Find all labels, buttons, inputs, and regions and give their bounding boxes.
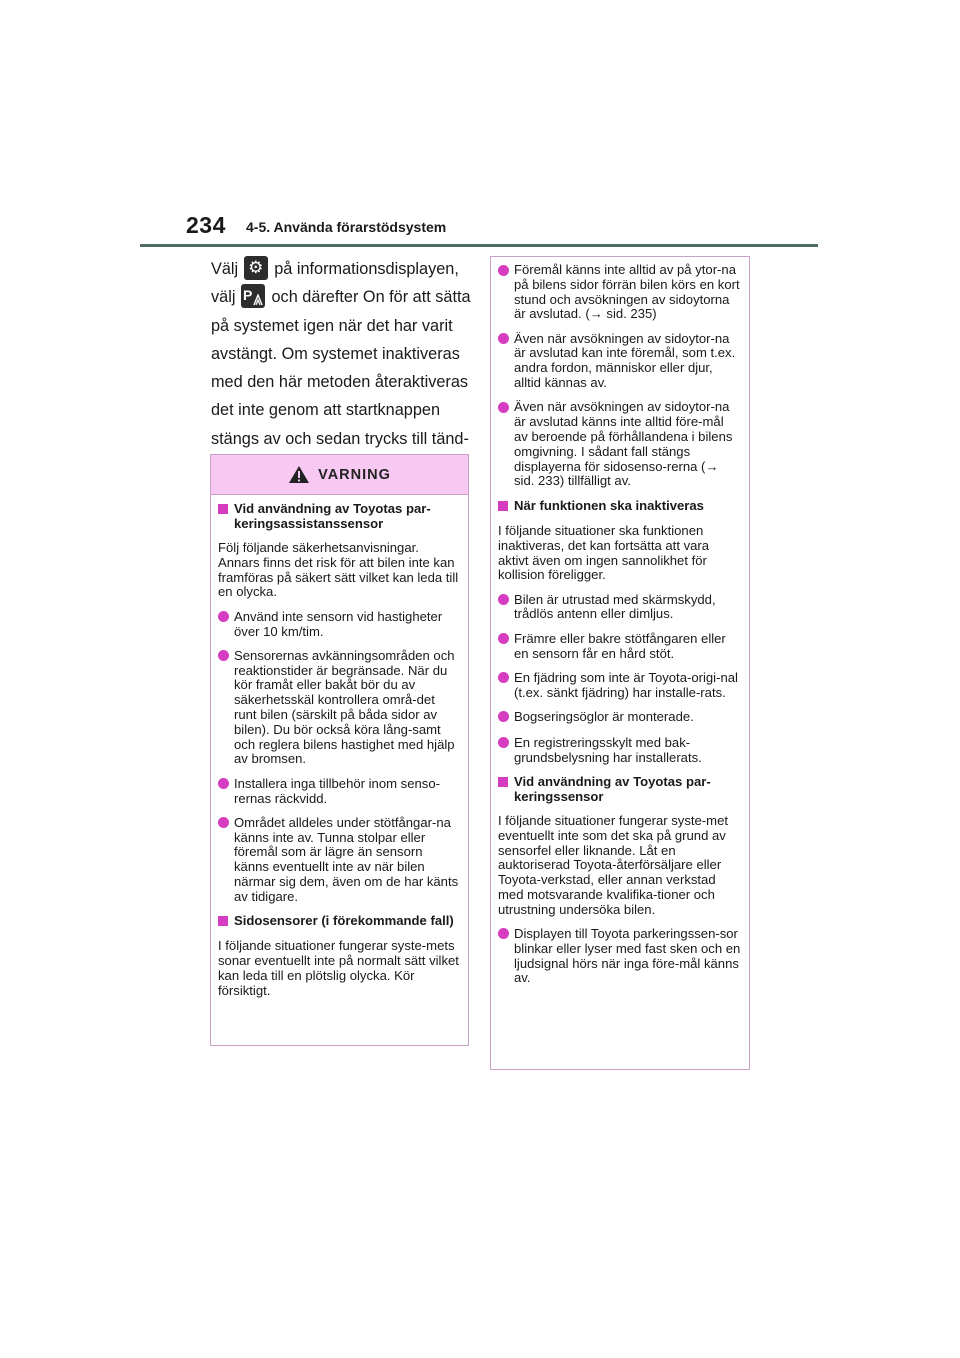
square-bullet-icon: [498, 775, 514, 805]
heading-text: När funktionen ska inaktiveras: [514, 497, 704, 513]
bullet-text: Området alldeles under stötfångar-na känns inte av. Tunna stolpar eller föremål som är lägre än sensorn känns eventuellt inte av när bilen närmar sig dem, även om de har känts av tidigare.: [234, 814, 459, 904]
bullet-text: Sensorernas avkänningsområden och reaktionstider är begränsade. När du kör framåt eller bakåt bör du av säkerhetsskäl kontrollera områ-det runt bilen (särskilt på båda sidor av bilen). Du bör också köra lång-samt och reglera bilens hastighet med hjälp av bromsen.: [234, 647, 455, 767]
bullet-item: [498, 263, 741, 322]
bullet-item: [498, 710, 741, 726]
section-title: 4-5. Använda förarstödsystem: [246, 219, 447, 235]
square-bullet-icon: [218, 914, 234, 930]
heading-text: Sidosensorer (i förekommande fall): [234, 913, 454, 929]
header-divider: [140, 244, 818, 247]
circle-bullet-icon: [498, 710, 514, 726]
warning-header: [211, 455, 468, 495]
section-heading: [218, 502, 460, 532]
settings-gear-icon: ⚙: [244, 256, 268, 280]
bullet-text: Bilen är utrustad med skärmskydd, trådlös antenn eller dimljus.: [514, 591, 716, 622]
bullet-text: Föremål känns inte alltid av på ytor-na på bilens sidor förrän bilen körs en kort stund och avsökningen av sidoytorna är avslutad. (→ sid. 235): [514, 262, 740, 322]
bullet-item: [498, 400, 741, 489]
warning-label: VARNING: [318, 466, 391, 483]
circle-bullet-icon: [218, 649, 234, 767]
heading-text: Vid användning av Toyotas par-keringsassistanssensor: [234, 501, 431, 531]
bullet-item: [498, 332, 741, 391]
bullet-text: En fjädring som inte är Toyota-origi-nal (t.ex. sänkt fjädring) har installe-rats.: [514, 669, 738, 700]
warning-content: [211, 495, 468, 999]
section-heading: [498, 499, 741, 515]
warning-triangle-icon: [288, 465, 310, 484]
bullet-text: Även när avsökningen av sidoytor-na är avslutad känns inte alltid före-mål av beroende på förhållandena i bilens omgivning. I sådant fall stängs displayerna för sidosenso-rerna (→ sid. 233) tillfälligt av.: [514, 399, 733, 489]
continuation-box: [490, 256, 750, 1070]
circle-bullet-icon: [498, 671, 514, 701]
circle-bullet-icon: [498, 632, 514, 662]
circle-bullet-icon: [218, 610, 234, 640]
bullet-text: Displayen till Toyota parkeringssen-sor blinkar eller lyser med fast sken och en ljudsignal hörs när inga före-mål känns av.: [514, 925, 741, 986]
parking-sensor-icon: P: [241, 284, 265, 308]
page-number: 234: [186, 212, 226, 238]
circle-bullet-icon: [498, 736, 514, 766]
bullet-text: En registreringsskylt med bak-grundsbelysning har installerats.: [514, 734, 702, 765]
bullet-item: [498, 632, 741, 662]
section-heading: [218, 914, 460, 930]
circle-bullet-icon: [498, 927, 514, 986]
circle-bullet-icon: [218, 777, 234, 807]
warning-box: [210, 454, 469, 1046]
bullet-text: Använd inte sensorn vid hastigheter över 10 km/tim.: [234, 608, 443, 639]
section-heading: [498, 775, 741, 805]
bullet-item: [498, 927, 741, 986]
circle-bullet-icon: [498, 400, 514, 489]
bullet-item: [218, 816, 460, 905]
bullet-item: [498, 593, 741, 623]
bullet-item: [498, 736, 741, 766]
square-bullet-icon: [218, 502, 234, 532]
bullet-text: Även när avsökningen av sidoytor-na är avslutad kan inte föremål, som t.ex. andra fordon, människor eller djur, alltid kännas av.: [514, 330, 736, 391]
intro-text-3: och därefter On för att sätta på systemet igen när det har varit avstängt. Om systemet inaktiveras med den här metoden återaktiveras det inte genom att startknappen stängs av och sedan trycks till tänd-: [211, 288, 471, 448]
intro-text-1: Välj: [211, 260, 243, 278]
paragraph: I följande situationer ska funktionen inaktiveras, det kan fortsätta att vara aktivt även om ingen sannolikhet för kollision föreligger.: [498, 522, 710, 583]
bullet-item: [218, 777, 460, 807]
circle-bullet-icon: [498, 332, 514, 391]
circle-bullet-icon: [498, 263, 514, 322]
heading-text: Vid användning av Toyotas par-keringssensor: [514, 773, 711, 804]
intro-text-2: på informationsdisplayen, välj: [211, 260, 459, 307]
intro-paragraph: [211, 255, 473, 481]
bullet-text: Installera inga tillbehör inom senso-rernas räckvidd.: [234, 775, 440, 806]
circle-bullet-icon: [498, 593, 514, 623]
circle-bullet-icon: [218, 816, 234, 905]
paragraph: Följ följande säkerhetsanvisningar. Annars finns det risk för att bilen inte kan framföras på säkert sätt vilket kan leda till en olycka.: [218, 540, 459, 600]
bullet-item: [498, 671, 741, 701]
bullet-item: [218, 610, 460, 640]
paragraph: I följande situationer fungerar syste-met eventuellt inte som det ska på grund av sensorfel eller liknande. Låt en auktoriserad Toyota-återförsäljare eller Toyota-verkstad, eller annan verkstad med motsvarande kvalifika-tioner och utrustning undersöka bilen.: [498, 812, 728, 917]
bullet-item: [218, 649, 460, 767]
square-bullet-icon: [498, 499, 514, 515]
paragraph: I följande situationer fungerar syste-mets sonar eventuellt inte på normalt sätt vilket kan leda till en plötslig olycka. Kör försiktigt.: [218, 938, 459, 998]
continuation-content: [491, 257, 749, 986]
bullet-text: Främre eller bakre stötfångaren eller en sensorn får en hård stöt.: [514, 630, 726, 661]
bullet-text: Bogseringsöglor är monterade.: [514, 708, 694, 724]
